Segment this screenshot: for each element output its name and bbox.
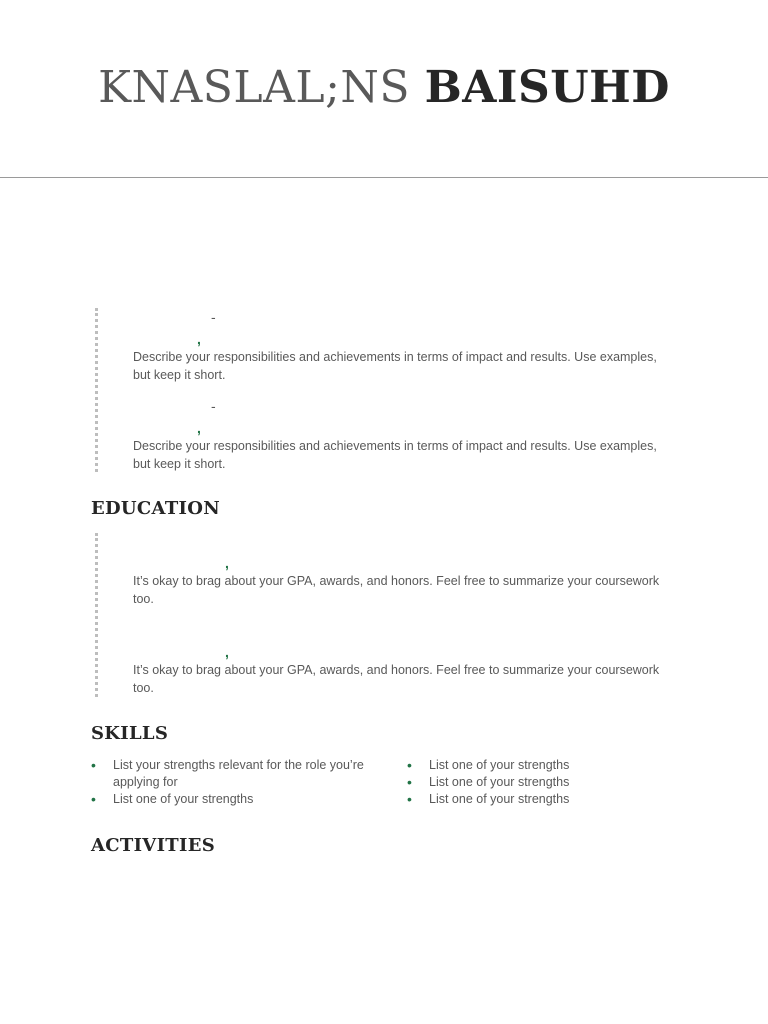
- skill-text: List one of your strengths: [113, 792, 254, 806]
- experience-entry[interactable]: [133, 399, 673, 479]
- company-separator: ,: [197, 331, 201, 347]
- resume-name: [0, 58, 768, 118]
- experience-entry[interactable]: [133, 310, 673, 390]
- school-separator: ,: [225, 555, 229, 571]
- experience-timeline: [95, 308, 98, 472]
- date-range-separator: -: [211, 309, 216, 325]
- skill-item[interactable]: [91, 791, 381, 808]
- skill-text: List your strengths relevant for the role you’re applying for: [113, 758, 364, 789]
- skills-list-right: [407, 757, 677, 808]
- experience-description: Describe your responsibilities and achievements in terms of impact and results. Use examples, but keep it short.: [133, 350, 657, 382]
- skill-text: List one of your strengths: [429, 758, 570, 772]
- header-divider: [0, 177, 768, 178]
- bullet-icon: •: [407, 757, 412, 773]
- skill-item[interactable]: [407, 757, 677, 774]
- skill-text: List one of your strengths: [429, 775, 570, 789]
- skills-heading: SKILLS: [91, 723, 169, 744]
- education-timeline: [95, 533, 98, 697]
- skill-text: List one of your strengths: [429, 792, 570, 806]
- first-name: KNASLAL;NS: [98, 62, 411, 113]
- education-heading: EDUCATION: [91, 498, 220, 519]
- last-name: BAISUHD: [424, 62, 670, 113]
- activities-heading: ACTIVITIES: [91, 835, 216, 856]
- bullet-icon: •: [91, 757, 96, 773]
- skills-list-left: [91, 757, 381, 808]
- school-separator: ,: [225, 644, 229, 660]
- bullet-icon: •: [407, 774, 412, 790]
- education-entry[interactable]: [133, 639, 673, 701]
- skill-item[interactable]: [407, 774, 677, 791]
- company-separator: ,: [197, 420, 201, 436]
- bullet-icon: •: [91, 791, 96, 807]
- education-description: It’s okay to brag about your GPA, awards, and honors. Feel free to summarize your coursework too.: [133, 574, 660, 606]
- education-description: It’s okay to brag about your GPA, awards, and honors. Feel free to summarize your coursework too.: [133, 663, 660, 695]
- experience-description: Describe your responsibilities and achievements in terms of impact and results. Use examples, but keep it short.: [133, 439, 657, 471]
- skill-item[interactable]: [91, 757, 381, 791]
- date-range-separator: -: [211, 398, 216, 414]
- skill-item[interactable]: [407, 791, 677, 808]
- bullet-icon: •: [407, 791, 412, 807]
- education-entry[interactable]: [133, 550, 673, 612]
